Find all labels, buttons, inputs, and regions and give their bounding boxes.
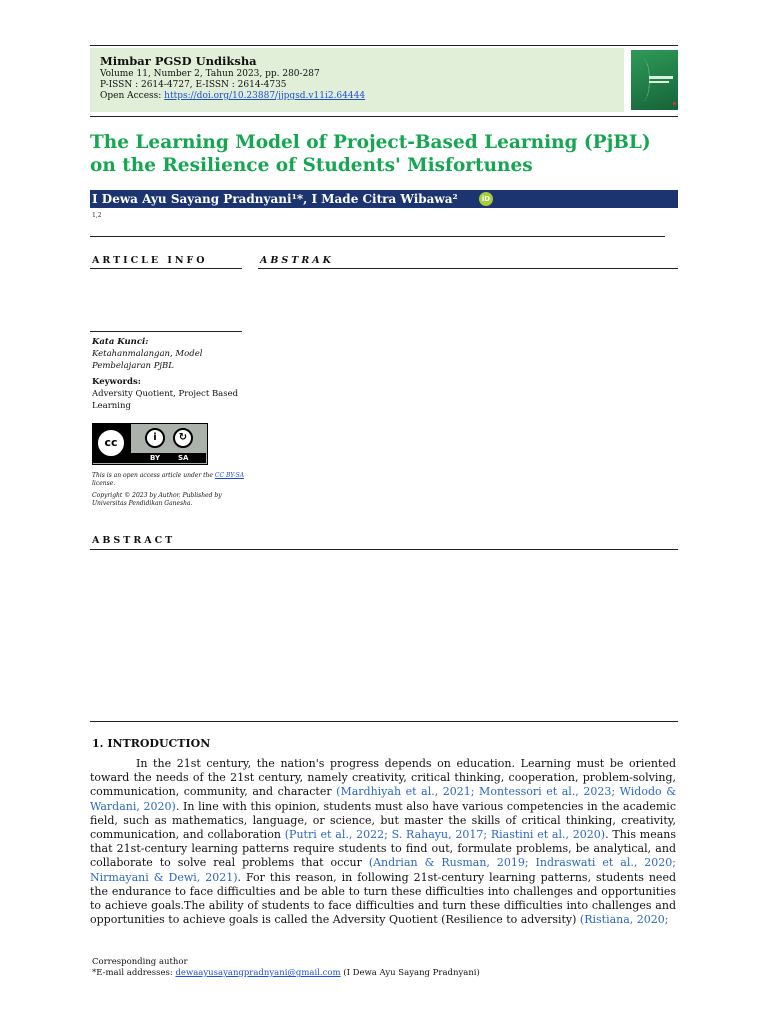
divider <box>90 331 242 332</box>
citation[interactable]: (Ristiana, 2020; <box>579 913 669 927</box>
license-text: This is an open access article under the CC BY-SA license. <box>92 472 245 487</box>
kata-kunci-text: Ketahanmalangan, Model Pembelajaran PjBL <box>92 349 203 371</box>
orcid-icon[interactable]: iD <box>479 192 493 206</box>
divider <box>90 549 678 550</box>
journal-cover-image <box>631 50 678 110</box>
citation[interactable]: (Andrian & Rusman, 2019; Indraswati et al., 2020; Nirmayani & Dewi, 2021) <box>90 856 676 884</box>
attribution-icon: i <box>145 428 165 448</box>
article-info-heading: ARTICLE INFO <box>92 255 208 266</box>
cc-icon: cc <box>96 428 126 458</box>
citation[interactable]: (Putri et al., 2022; S. Rahayu, 2017; Riastini et al., 2020) <box>284 828 606 842</box>
issn-line: P-ISSN : 2614-4727, E-ISSN : 2614-4735 <box>100 80 287 90</box>
divider <box>258 268 678 269</box>
journal-name: Mimbar PGSD Undiksha <box>100 54 257 68</box>
license-link[interactable]: CC BY-SA <box>214 472 245 479</box>
by-label: BY <box>150 454 161 462</box>
abstrak-heading: ABSTRAK <box>260 255 334 266</box>
introduction-heading: 1. INTRODUCTION <box>92 737 211 750</box>
citation[interactable]: (Mardhiyah et al., 2021; Montessori et al., 2023; Widodo & Wardani, 2020) <box>90 785 676 813</box>
doi-link[interactable]: https://doi.org/10.23887/jjpgsd.v11i2.64444 <box>164 91 366 101</box>
open-access-label: Open Access: <box>100 91 165 101</box>
open-access-line <box>100 91 365 102</box>
volume-line: Volume 11, Number 2, Tahun 2023, pp. 280-287 <box>100 69 320 79</box>
share-alike-icon: ↻ <box>173 428 193 448</box>
cc-by-sa-badge[interactable] <box>92 423 208 465</box>
divider <box>90 268 242 269</box>
keywords-label: Keywords: <box>92 377 141 387</box>
email-line: *E-mail addresses: dewaayusayangpradnyani@gmail.com (I Dewa Ayu Sayang Pradnyani) <box>92 968 480 978</box>
keywords-text: Adversity Quotient, Project Based Learning <box>92 389 239 411</box>
abstract-heading: ABSTRACT <box>92 535 176 546</box>
introduction-paragraph: In the 21st century, the nation's progress depends on education. Learning must be oriented toward the needs of the 21st century, namely creativity, critical thinking, cooperation, problem-solving, communication, community, and character (Mardhiyah et al., 2021; Montessori et al., 2023; Widodo & Wardani, 2020). In line with this opinion, students must also have various competencies in the academic field, such as mathematics, language, or science, but master the skills of critical thinking, creativity, communication, and collaboration (Putri et al., 2022; S. Rahayu, 2017; Riastini et al., 2020). This means that 21st-century learning patterns require students to find out, formulate problems, be analytical, and collaborate to solve real problems that occur (Andrian & Rusman, 2019; Indraswati et al., 2020; Nirmayani & Dewi, 2021). For this reason, in following 21st-century learning patterns, students need the endurance to face difficulties and be able to turn these difficulties into challenges and opportunities to achieve goals.The ability of students to face difficulties and turn these difficulties into challenges and opportunities to achieve goals is called the Adversity Quotient (Resilience to adversity) (Ristiana, 2020; <box>90 757 676 927</box>
divider <box>90 236 665 237</box>
sa-label: SA <box>178 454 189 462</box>
paper-title: The Learning Model of Project-Based Learning (PjBL) on the Resilience of Students' Misfortunes <box>90 132 651 176</box>
affiliation-marks: 1,2 <box>92 212 102 219</box>
corresponding-author-label: Corresponding author <box>92 957 188 967</box>
copyright-text: Copyright © 2023 by Author. Published by Universitas Pendidikan Ganesha. <box>92 492 222 507</box>
email-link[interactable]: dewaayusayangpradnyani@gmail.com <box>175 968 341 978</box>
divider <box>90 721 678 722</box>
kata-kunci-label: Kata Kunci: <box>92 337 149 347</box>
author-names: I Dewa Ayu Sayang Pradnyani¹*, I Made Citra Wibawa² <box>92 192 458 206</box>
